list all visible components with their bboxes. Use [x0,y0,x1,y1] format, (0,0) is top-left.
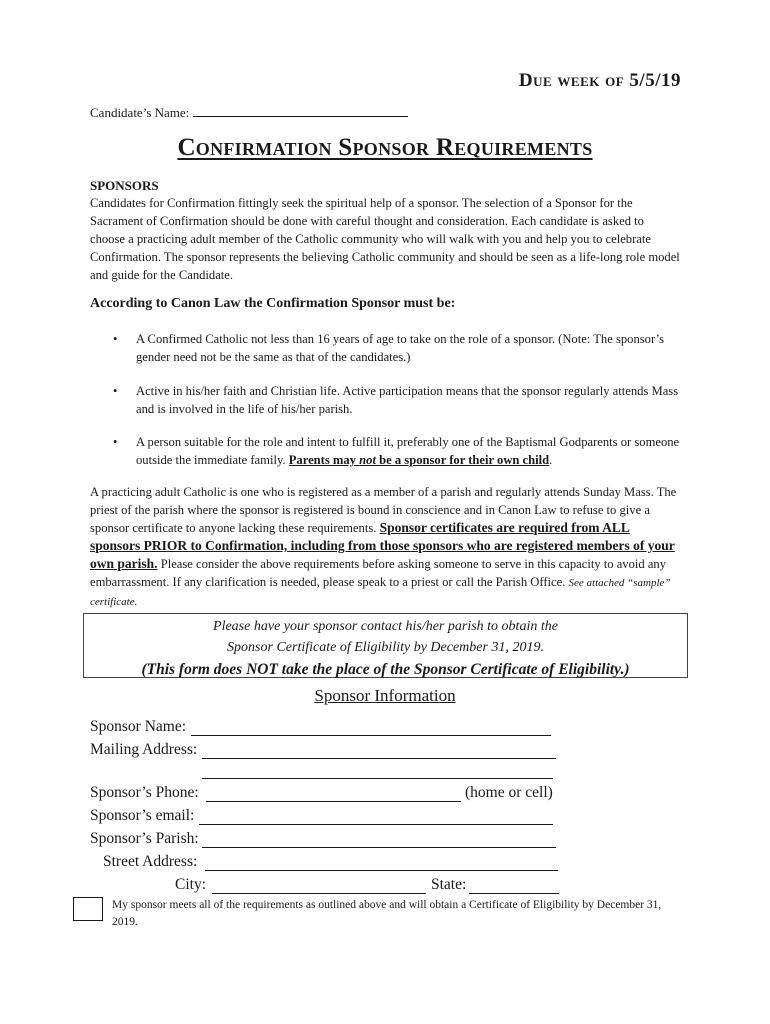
confirmation-statement: My sponsor meets all of the requirements as outlined above and will obtain a Certificate of Eligibility by December 31, 2019. [112,899,662,928]
mailing-address-field[interactable] [202,758,556,759]
page-title [0,134,770,162]
sample-certificate-note: See attached “sample” certificate. [90,577,671,608]
sponsor-info-heading: Sponsor Information [314,686,456,705]
requirement-text: A person suitable for the role and intent to fulfill it, preferably one of the Baptismal Godparents or someone outside the immediate family. Parents may not be a sponsor for their own child. [136,435,680,467]
bullet-icon: • [113,435,118,449]
notice-line-2: Sponsor Certificate of Eligibility by December 31, 2019. [227,640,544,655]
requirement-text: A Confirmed Catholic not less than 16 years of age to take on the role of a sponsor. (Note: The sponsor’s gender need not be the same as that of the candidates.) [136,332,665,364]
state-field[interactable] [469,893,559,894]
candidate-name-row [90,104,408,121]
confirmation-checkbox[interactable] [73,897,103,921]
due-date-heading: Due week of 5/5/19 [518,70,681,91]
practicing-text-2: Please consider the above requirements before asking someone to serve in this capacity to avoid any embarrassment. If any clarification is needed, please speak to a priest or call the Parish Office. [90,557,667,589]
sponsor-parish-label: Sponsor’s Parish: [90,830,199,847]
sponsors-heading: SPONSORS [90,178,159,193]
certificate-requirement-note: Sponsor certificates are required from ALL sponsors PRIOR to Confirmation, including from those sponsors who are registered members of your own parish. [90,520,675,571]
sponsor-email-label: Sponsor’s email: [90,807,195,824]
practicing-catholic-paragraph [90,483,680,611]
state-label: State: [431,876,467,893]
notice-line-3: (This form does NOT take the place of the Sponsor Certificate of Eligibility.) [141,661,630,678]
practicing-text: A practicing adult Catholic is one who is registered as a member of a parish and regularly attends Sunday Mass. The priest of the parish where the sponsor is registered is bound in conscience and in Canon Law to refuse to give a sponsor certificate to anyone lacking these requirements. [90,485,677,535]
street-address-label: Street Address: [103,853,198,870]
requirement-text-main: A person suitable for the role and intent to fulfill it, preferably one of the Baptismal Godparents or someone outside the immediate family. [136,435,680,467]
parents-not-sponsor-note: Parents may not be a sponsor for their own child [288,453,550,467]
sponsor-name-field[interactable] [191,735,551,736]
city-field[interactable] [212,893,426,894]
page-title-text: Confirmation Sponsor Requirements [177,134,593,161]
sponsor-phone-field[interactable] [206,801,461,802]
bullet-icon: • [113,332,118,346]
sponsor-parish-field[interactable] [202,847,556,848]
street-address-field[interactable] [205,870,558,871]
mailing-address-field-2[interactable] [202,778,553,779]
sponsor-email-field[interactable] [199,824,553,825]
city-label: City: [175,876,207,893]
eligibility-notice-box [83,613,688,678]
candidate-name-field[interactable] [193,104,408,117]
sponsor-name-label: Sponsor Name: [90,718,187,735]
candidate-name-label: Candidate’s Name: [90,105,190,120]
notice-line-1: Please have your sponsor contact his/her parish to obtain the [213,619,558,634]
sponsor-phone-label: Sponsor’s Phone: [90,784,199,801]
requirement-text: Active in his/her faith and Christian life. Active participation means that the sponsor regularly attends Mass and is involved in the life of his/her parish. [136,384,679,416]
phone-type-note: (home or cell) [465,784,553,801]
sponsors-paragraph: Candidates for Confirmation fittingly seek the spiritual help of a sponsor. The selection of a Sponsor for the Sacrament of Confirmation should be done with careful thought and consideration. Each candidate is asked to choose a practicing adult member of the Catholic community who will walk with you and help you to celebrate Confirmation. The sponsor represents the believing Catholic community and should be seen as a life-long role model and guide for the Candidate. [90,196,680,282]
bullet-icon: • [113,384,118,398]
canon-law-heading: According to Canon Law the Confirmation Sponsor must be: [90,296,456,311]
mailing-address-label: Mailing Address: [90,741,198,758]
